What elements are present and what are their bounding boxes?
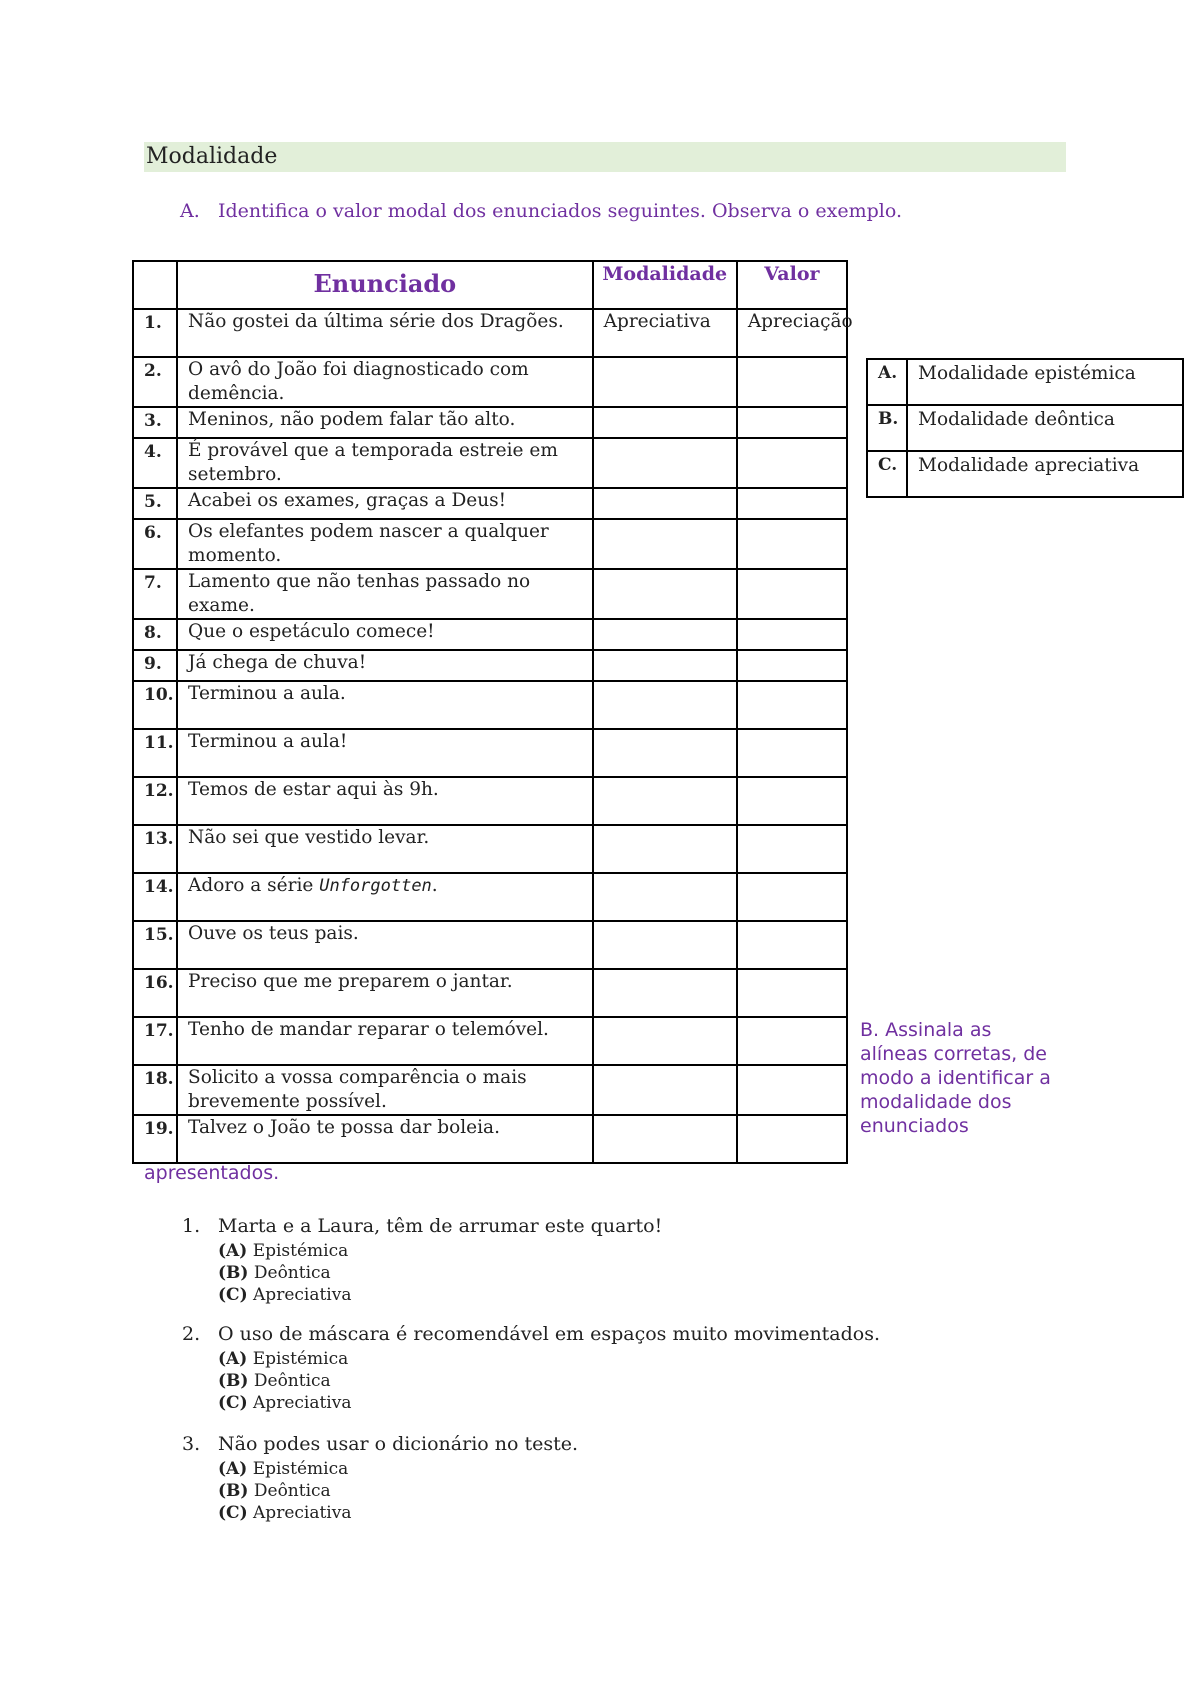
question-number: 2. [182,1323,201,1345]
option-item[interactable] [218,1370,351,1392]
instruction-b-continuation: apresentados. [144,1162,280,1184]
instruction-a-marker: A. [180,200,200,222]
row-number: 10. [133,681,177,729]
row-modalidade [593,488,737,519]
row-modalidade [593,438,737,488]
row-modalidade [593,777,737,825]
header-valor: Valor [737,261,847,309]
table-row [133,777,847,825]
table-row [133,825,847,873]
row-valor [737,1017,847,1065]
row-number: 9. [133,650,177,681]
row-modalidade [593,969,737,1017]
row-number: 17. [133,1017,177,1065]
table-row [133,1115,847,1163]
row-number: 12. [133,777,177,825]
table-row [133,309,847,357]
table-header-row [133,261,847,309]
row-valor [737,873,847,921]
row-valor [737,825,847,873]
row-enunciado-text: Adoro a série [188,875,320,896]
row-number: 6. [133,519,177,569]
modality-table [132,260,853,1164]
table-row [133,519,847,569]
option-item[interactable] [218,1480,351,1502]
row-number: 3. [133,407,177,438]
option-item[interactable] [218,1458,351,1480]
row-valor [737,777,847,825]
question-options [218,1348,351,1414]
row-enunciado: Talvez o João te possa dar boleia. [177,1115,593,1163]
row-number: 11. [133,729,177,777]
question-item [182,1214,662,1238]
option-letter: (B) [218,1481,249,1501]
question-options [218,1240,351,1306]
row-number: 19. [133,1115,177,1163]
row-enunciado-text-end: . [431,875,438,896]
row-valor: Apreciação [737,309,847,357]
legend-label: Modalidade apreciativa [907,451,1183,497]
option-letter: (A) [218,1349,248,1369]
instruction-a-text: Identifica o valor modal dos enunciados seguintes. Observa o exemplo. [218,200,902,222]
row-valor [737,438,847,488]
option-label: Epistémica [252,1241,349,1261]
row-enunciado: Não gostei da última série dos Dragões. [177,309,593,357]
option-label: Epistémica [252,1459,349,1479]
row-modalidade [593,681,737,729]
row-modalidade [593,1065,737,1115]
row-enunciado: Solicito a vossa comparência o mais brevemente possível. [177,1065,593,1115]
row-enunciado: Não sei que vestido levar. [177,825,593,873]
question-text: O uso de máscara é recomendável em espaços muito movimentados. [218,1323,881,1345]
table-row [133,650,847,681]
row-number: 16. [133,969,177,1017]
header-modalidade: Modalidade [593,261,737,309]
option-label: Epistémica [252,1349,349,1369]
row-valor [737,681,847,729]
legend-key: A. [867,359,907,405]
row-modalidade [593,357,737,407]
option-item[interactable] [218,1502,351,1524]
table-row [133,438,847,488]
row-valor [737,1115,847,1163]
row-enunciado: Que o espetáculo comece! [177,619,593,650]
row-modalidade [593,519,737,569]
legend-label: Modalidade epistémica [907,359,1183,405]
question-item [182,1322,880,1346]
row-enunciado: Já chega de chuva! [177,650,593,681]
row-valor [737,407,847,438]
legend-key: C. [867,451,907,497]
row-valor [737,921,847,969]
row-modalidade [593,1017,737,1065]
row-modalidade: Apreciativa [593,309,737,357]
row-valor [737,569,847,619]
table-row [133,729,847,777]
row-enunciado: Terminou a aula! [177,729,593,777]
option-letter: (C) [218,1393,248,1413]
row-number: 5. [133,488,177,519]
row-number: 18. [133,1065,177,1115]
row-number: 8. [133,619,177,650]
table-row [133,569,847,619]
row-enunciado: É provável que a temporada estreie em setembro. [177,438,593,488]
row-enunciado: Ouve os teus pais. [177,921,593,969]
row-enunciado: Os elefantes podem nascer a qualquer momento. [177,519,593,569]
row-valor [737,619,847,650]
row-valor [737,729,847,777]
question-options [218,1458,351,1524]
question-text: Não podes usar o dicionário no teste. [218,1433,579,1455]
table-row [133,357,847,407]
option-letter: (C) [218,1285,248,1305]
question-text: Marta e a Laura, têm de arrumar este quarto! [218,1215,663,1237]
row-enunciado: Acabei os exames, graças a Deus! [177,488,593,519]
row-enunciado: O avô do João foi diagnosticado com demência. [177,357,593,407]
table-row [133,1017,847,1065]
table-row [133,681,847,729]
option-letter: (B) [218,1371,249,1391]
row-modalidade [593,407,737,438]
header-number [133,261,177,309]
question-item [182,1432,578,1456]
legend-label: Modalidade deôntica [907,405,1183,451]
table-row [133,488,847,519]
legend-row [867,359,1183,405]
table-row [133,873,847,921]
option-item[interactable] [218,1262,351,1284]
row-number: 2. [133,357,177,407]
instruction-a [180,200,902,222]
option-letter: (B) [218,1263,249,1283]
row-enunciado: Temos de estar aqui às 9h. [177,777,593,825]
row-valor [737,969,847,1017]
question-number: 1. [182,1215,201,1237]
table-row [133,1065,847,1115]
option-item[interactable] [218,1284,351,1306]
option-item[interactable] [218,1240,351,1262]
option-label: Deôntica [253,1371,331,1391]
row-enunciado-italic: Unforgotten [319,876,432,896]
option-label: Apreciativa [253,1393,352,1413]
row-valor [737,1065,847,1115]
row-valor [737,488,847,519]
header-enunciado: Enunciado [177,261,593,309]
row-modalidade [593,569,737,619]
table-row [133,407,847,438]
row-number: 13. [133,825,177,873]
row-enunciado: Terminou a aula. [177,681,593,729]
instruction-b: B. Assinala as alíneas corretas, de modo a identificar a modalidade dos enunciados [860,1019,1051,1137]
legend-key: B. [867,405,907,451]
row-valor [737,519,847,569]
option-letter: (A) [218,1241,248,1261]
legend-row [867,451,1183,497]
option-letter: (C) [218,1503,248,1523]
row-enunciado: Preciso que me preparem o jantar. [177,969,593,1017]
row-number: 14. [133,873,177,921]
row-number: 7. [133,569,177,619]
option-label: Deôntica [253,1263,331,1283]
option-label: Apreciativa [253,1503,352,1523]
row-number: 4. [133,438,177,488]
row-enunciado: Tenho de mandar reparar o telemóvel. [177,1017,593,1065]
row-modalidade [593,1115,737,1163]
row-modalidade [593,825,737,873]
legend-table [866,358,1184,498]
option-label: Apreciativa [253,1285,352,1305]
row-enunciado [177,873,593,921]
option-item[interactable] [218,1392,351,1414]
row-modalidade [593,729,737,777]
row-number: 1. [133,309,177,357]
row-valor [737,650,847,681]
table-row [133,921,847,969]
question-number: 3. [182,1433,201,1455]
row-modalidade [593,650,737,681]
row-enunciado: Meninos, não podem falar tão alto. [177,407,593,438]
row-modalidade [593,921,737,969]
row-modalidade [593,873,737,921]
row-modalidade [593,619,737,650]
row-enunciado: Lamento que não tenhas passado no exame. [177,569,593,619]
option-label: Deôntica [253,1481,331,1501]
table-row [133,969,847,1017]
option-letter: (A) [218,1459,248,1479]
page-title: Modalidade [144,142,1066,172]
option-item[interactable] [218,1348,351,1370]
row-number: 15. [133,921,177,969]
row-valor [737,357,847,407]
legend-row [867,405,1183,451]
table-row [133,619,847,650]
